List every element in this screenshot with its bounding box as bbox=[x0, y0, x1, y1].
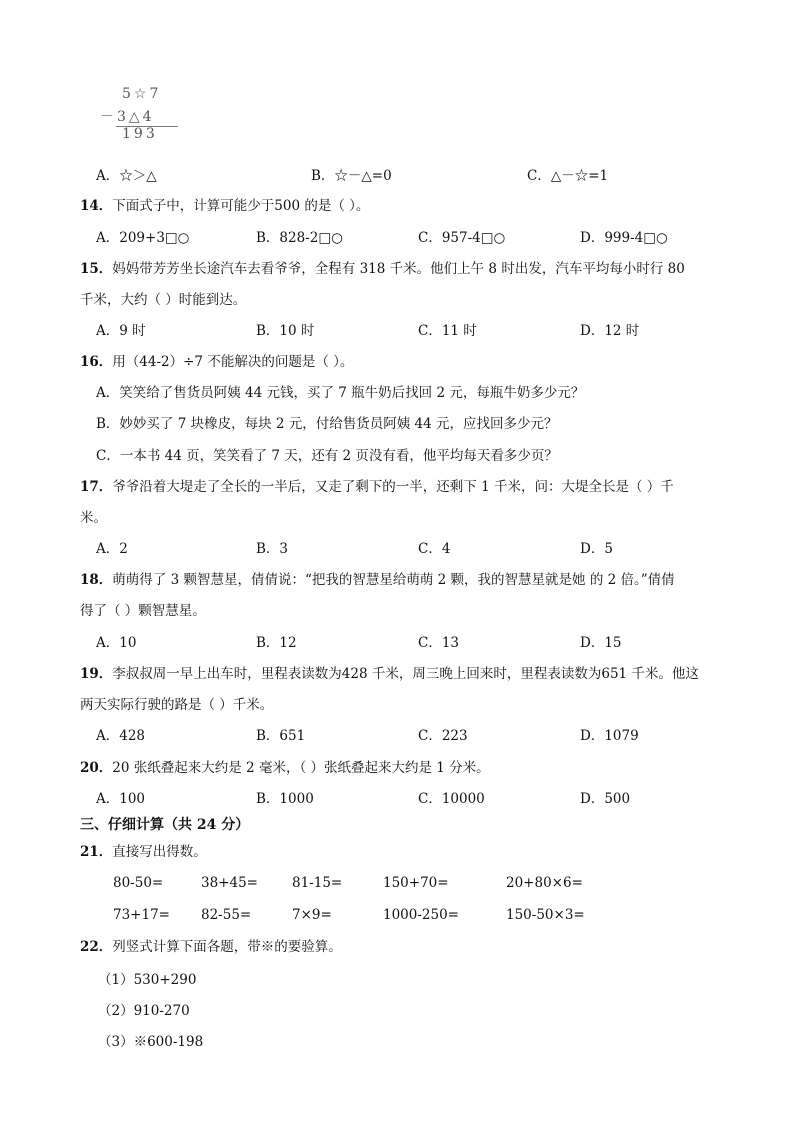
q15-option-b[interactable]: B．10 时 bbox=[256, 323, 315, 339]
q17-option-a[interactable]: A．2 bbox=[96, 541, 128, 557]
q14-number: 14． bbox=[80, 198, 113, 214]
q21-text: 直接写出得数。 bbox=[112, 844, 207, 860]
q18-option-b[interactable]: B．12 bbox=[256, 635, 297, 651]
q20-stem bbox=[80, 758, 490, 778]
q20-option-d[interactable]: D．500 bbox=[580, 791, 631, 807]
q17-text-1: 爷爷沿着大堤走了全长的一半后，又走了剩下的一半，还剩下 1 千米，问：大堤全长是（ ）千 bbox=[112, 479, 674, 495]
q16-option-c[interactable]: C．一本书 44 页，笑笑看了 7 天，还有 2 页没有看，他平均每天看多少页？ bbox=[96, 448, 558, 464]
q17-option-c[interactable]: C．4 bbox=[418, 541, 451, 557]
q22-item-2[interactable]: （2）910-270 bbox=[98, 1003, 190, 1019]
q18-stem-line1 bbox=[80, 570, 675, 590]
q13-option-c[interactable]: C．△－☆=1 bbox=[527, 168, 609, 184]
q21-number: 21． bbox=[80, 844, 113, 860]
q20-option-a[interactable]: A．100 bbox=[96, 791, 146, 807]
q15-option-c[interactable]: C．11 时 bbox=[418, 323, 477, 339]
q14-option-d[interactable]: D．999-4□○ bbox=[580, 230, 668, 246]
q14-option-a[interactable]: A．209+3□○ bbox=[96, 230, 190, 246]
q21-stem bbox=[80, 842, 207, 862]
q20-option-c[interactable]: C．10000 bbox=[418, 791, 485, 807]
q15-text-1: 妈妈带芳芳坐长途汽车去看爷爷，全程有 318 千米。他们上午 8 时出发，汽车平均每小时行 80 bbox=[112, 261, 685, 277]
q15-stem-line1 bbox=[80, 259, 685, 279]
q21-row2-item-4[interactable]: 1000-250= bbox=[383, 907, 459, 923]
q15-option-d[interactable]: D．12 时 bbox=[580, 323, 640, 339]
q16-option-a[interactable]: A．笑笑给了售货员阿姨 44 元钱，买了 7 瓶牛奶后找回 2 元，每瓶牛奶多少元？ bbox=[96, 385, 585, 401]
q21-row2-item-3[interactable]: 7×9= bbox=[292, 907, 332, 923]
figure-line-3: 193 bbox=[122, 126, 158, 142]
q21-row1-item-5[interactable]: 20+80×6= bbox=[506, 875, 583, 891]
q17-stem-line2: 米。 bbox=[80, 510, 107, 526]
q18-text-1: 萌萌得了 3 颗智慧星，倩倩说：“把我的智慧星给萌萌 2 颗，我的智慧星就是她 的 2 倍。”倩倩 bbox=[112, 572, 675, 588]
q18-stem-line2: 得了（ ）颗智慧星。 bbox=[80, 603, 206, 619]
q14-stem bbox=[80, 196, 369, 216]
q20-text: 20 张纸叠起来大约是 2 毫米，（ ）张纸叠起来大约是 1 分米。 bbox=[112, 760, 490, 776]
q13-option-a[interactable]: A．☆＞△ bbox=[96, 168, 157, 184]
q18-option-a[interactable]: A．10 bbox=[96, 635, 137, 651]
q15-number: 15． bbox=[80, 261, 113, 277]
q14-option-c[interactable]: C．957-4□○ bbox=[418, 230, 506, 246]
q17-number: 17． bbox=[80, 479, 113, 495]
section-3-heading: 三、仔细计算（共 24 分） bbox=[80, 817, 250, 833]
q18-option-d[interactable]: D．15 bbox=[580, 635, 622, 651]
q22-stem bbox=[80, 937, 342, 957]
q20-number: 20． bbox=[80, 760, 113, 776]
q16-number: 16． bbox=[80, 354, 113, 370]
q21-row1-item-2[interactable]: 38+45= bbox=[201, 875, 258, 891]
q19-option-d[interactable]: D．1079 bbox=[580, 728, 639, 744]
q19-number: 19． bbox=[80, 666, 113, 682]
q21-row1-item-3[interactable]: 81-15= bbox=[292, 875, 343, 891]
q15-stem-line2: 千米，大约（ ）时能到达。 bbox=[80, 292, 247, 308]
q17-stem-line1 bbox=[80, 477, 674, 497]
q16-text: 用（44-2）÷7 不能解决的问题是（ ）。 bbox=[112, 354, 354, 370]
q14-text: 下面式子中，计算可能少于500 的是（ ）。 bbox=[112, 198, 370, 214]
vertical-subtraction-figure bbox=[98, 86, 182, 144]
q21-row1-item-4[interactable]: 150+70= bbox=[383, 875, 449, 891]
q14-option-b[interactable]: B．828-2□○ bbox=[256, 230, 343, 246]
q18-number: 18． bbox=[80, 572, 113, 588]
q22-item-1[interactable]: （1）530+290 bbox=[98, 972, 197, 988]
q19-stem-line2: 两天实际行驶的路是（ ）千米。 bbox=[80, 697, 274, 713]
q19-option-a[interactable]: A．428 bbox=[96, 728, 146, 744]
figure-line-1: 5☆7 bbox=[122, 86, 162, 102]
q18-option-c[interactable]: C．13 bbox=[418, 635, 460, 651]
q19-option-b[interactable]: B．651 bbox=[256, 728, 306, 744]
q15-option-a[interactable]: A．9 时 bbox=[96, 323, 146, 339]
figure-line-2: －3△4 bbox=[100, 109, 155, 125]
q13-option-b[interactable]: B．☆－△=0 bbox=[311, 168, 392, 184]
q21-row1-item-1[interactable]: 80-50= bbox=[113, 875, 164, 891]
q17-option-b[interactable]: B．3 bbox=[256, 541, 289, 557]
q22-text: 列竖式计算下面各题，带※的要验算。 bbox=[112, 939, 342, 955]
q16-option-b[interactable]: B．妙妙买了 7 块橡皮，每块 2 元，付给售货员阿姨 44 元，应找回多少元？ bbox=[96, 416, 558, 432]
q22-item-3[interactable]: （3）※600-198 bbox=[98, 1034, 204, 1050]
q16-stem bbox=[80, 352, 353, 372]
q21-row2-item-2[interactable]: 82-55= bbox=[201, 907, 252, 923]
q22-number: 22． bbox=[80, 939, 113, 955]
q19-stem-line1 bbox=[80, 664, 699, 684]
q19-text-1: 李叔叔周一早上出车时，里程表读数为428 千米，周三晚上回来时，里程表读数为651 千米。他这 bbox=[112, 666, 699, 682]
q21-row2-item-5[interactable]: 150-50×3= bbox=[506, 907, 585, 923]
q21-row2-item-1[interactable]: 73+17= bbox=[113, 907, 170, 923]
q20-option-b[interactable]: B．1000 bbox=[256, 791, 314, 807]
q19-option-c[interactable]: C．223 bbox=[418, 728, 468, 744]
q17-option-d[interactable]: D．5 bbox=[580, 541, 613, 557]
